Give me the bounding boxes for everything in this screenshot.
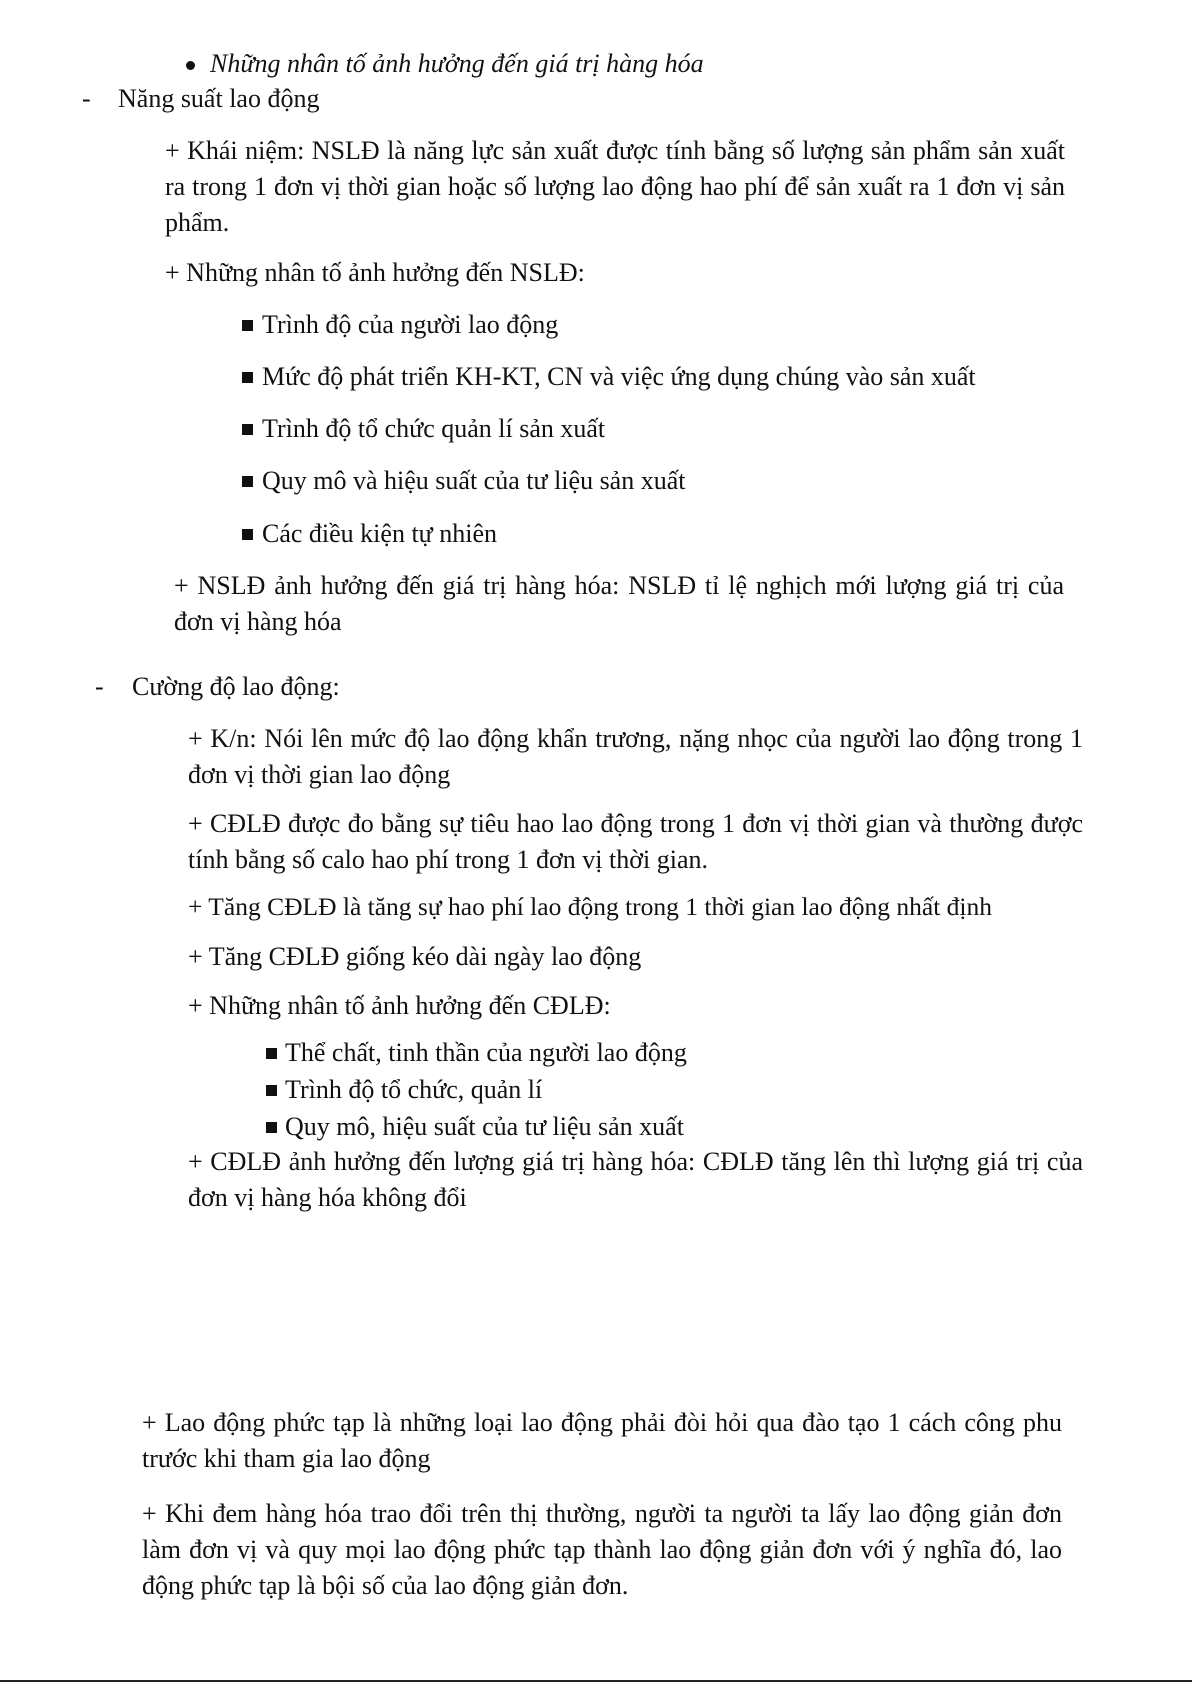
round-bullet-icon: [186, 61, 195, 70]
productivity-factors-intro: + Những nhân tố ảnh hưởng đến NSLĐ:: [165, 258, 585, 287]
intensity-factor-item: Quy mô, hiệu suất của tư liệu sản xuất: [285, 1112, 684, 1141]
intensity-factors-intro: + Những nhân tố ảnh hưởng đến CĐLĐ:: [188, 991, 611, 1020]
intensity-title: Cường độ lao động:: [132, 672, 340, 701]
intensity-concept: + K/n: Nói lên mức độ lao động khẩn trương, nặng nhọc của người lao động trong 1 đơn vị thời gian lao động: [188, 724, 1083, 789]
square-bullet-icon: [242, 476, 253, 487]
dash-marker: -: [82, 84, 91, 113]
square-bullet-icon: [266, 1048, 277, 1059]
productivity-factor-item: Các điều kiện tự nhiên: [262, 519, 498, 548]
productivity-factor-item: Trình độ của người lao động: [262, 310, 559, 339]
dash-marker: -: [95, 672, 104, 701]
productivity-concept: + Khái niệm: NSLĐ là năng lực sản xuất được tính bằng số lượng sản phẩm sản xuất ra trong 1 đơn vị thời gian hoặc số lượng lao động hao phí để sản xuất ra 1 đơn vị sản phẩm.: [165, 136, 1065, 237]
productivity-factor-item: Mức độ phát triển KH-KT, CN và việc ứng dụng chúng vào sản xuất: [262, 362, 976, 391]
productivity-factor-item: Trình độ tổ chức quản lí sản xuất: [262, 414, 606, 443]
square-bullet-icon: [266, 1122, 277, 1133]
square-bullet-icon: [242, 529, 253, 540]
intensity-effect: + CĐLĐ ảnh hưởng đến lượng giá trị hàng hóa: CĐLĐ tăng lên thì lượng giá trị của đơn vị hàng hóa không đổi: [188, 1147, 1083, 1212]
productivity-title: Năng suất lao động: [118, 84, 320, 113]
intensity-factor-item: Thể chất, tinh thần của người lao động: [285, 1038, 687, 1067]
square-bullet-icon: [242, 320, 253, 331]
complex-labor-exchange: + Khi đem hàng hóa trao đổi trên thị thường, người ta người ta lấy lao động giản đơn làm đơn vị và quy mọi lao động phức tạp thành lao động giản đơn với ý nghĩa đó, lao động phức tạp là bội số của lao động giản đơn.: [142, 1499, 1062, 1600]
productivity-effect: + NSLĐ ảnh hưởng đến giá trị hàng hóa: NSLĐ tỉ lệ nghịch mới lượng giá trị của đơn vị hàng hóa: [174, 571, 1064, 636]
square-bullet-icon: [266, 1085, 277, 1096]
intensity-increase: + Tăng CĐLĐ là tăng sự hao phí lao động trong 1 thời gian lao động nhất định: [188, 892, 992, 921]
intensity-factor-item: Trình độ tổ chức, quản lí: [285, 1075, 543, 1104]
intensity-similar: + Tăng CĐLĐ giống kéo dài ngày lao động: [188, 942, 642, 971]
productivity-factor-item: Quy mô và hiệu suất của tư liệu sản xuất: [262, 466, 686, 495]
complex-labor-definition: + Lao động phức tạp là những loại lao động phải đòi hỏi qua đào tạo 1 cách công phu trước khi tham gia lao động: [142, 1408, 1062, 1473]
section-heading: Những nhân tố ảnh hưởng đến giá trị hàng hóa: [210, 49, 704, 78]
page-bottom-rule: [0, 1680, 1192, 1682]
square-bullet-icon: [242, 424, 253, 435]
square-bullet-icon: [242, 372, 253, 383]
intensity-measure: + CĐLĐ được đo bằng sự tiêu hao lao động trong 1 đơn vị thời gian và thường được tính bằng số calo hao phí trong 1 đơn vị thời gian.: [188, 809, 1083, 874]
